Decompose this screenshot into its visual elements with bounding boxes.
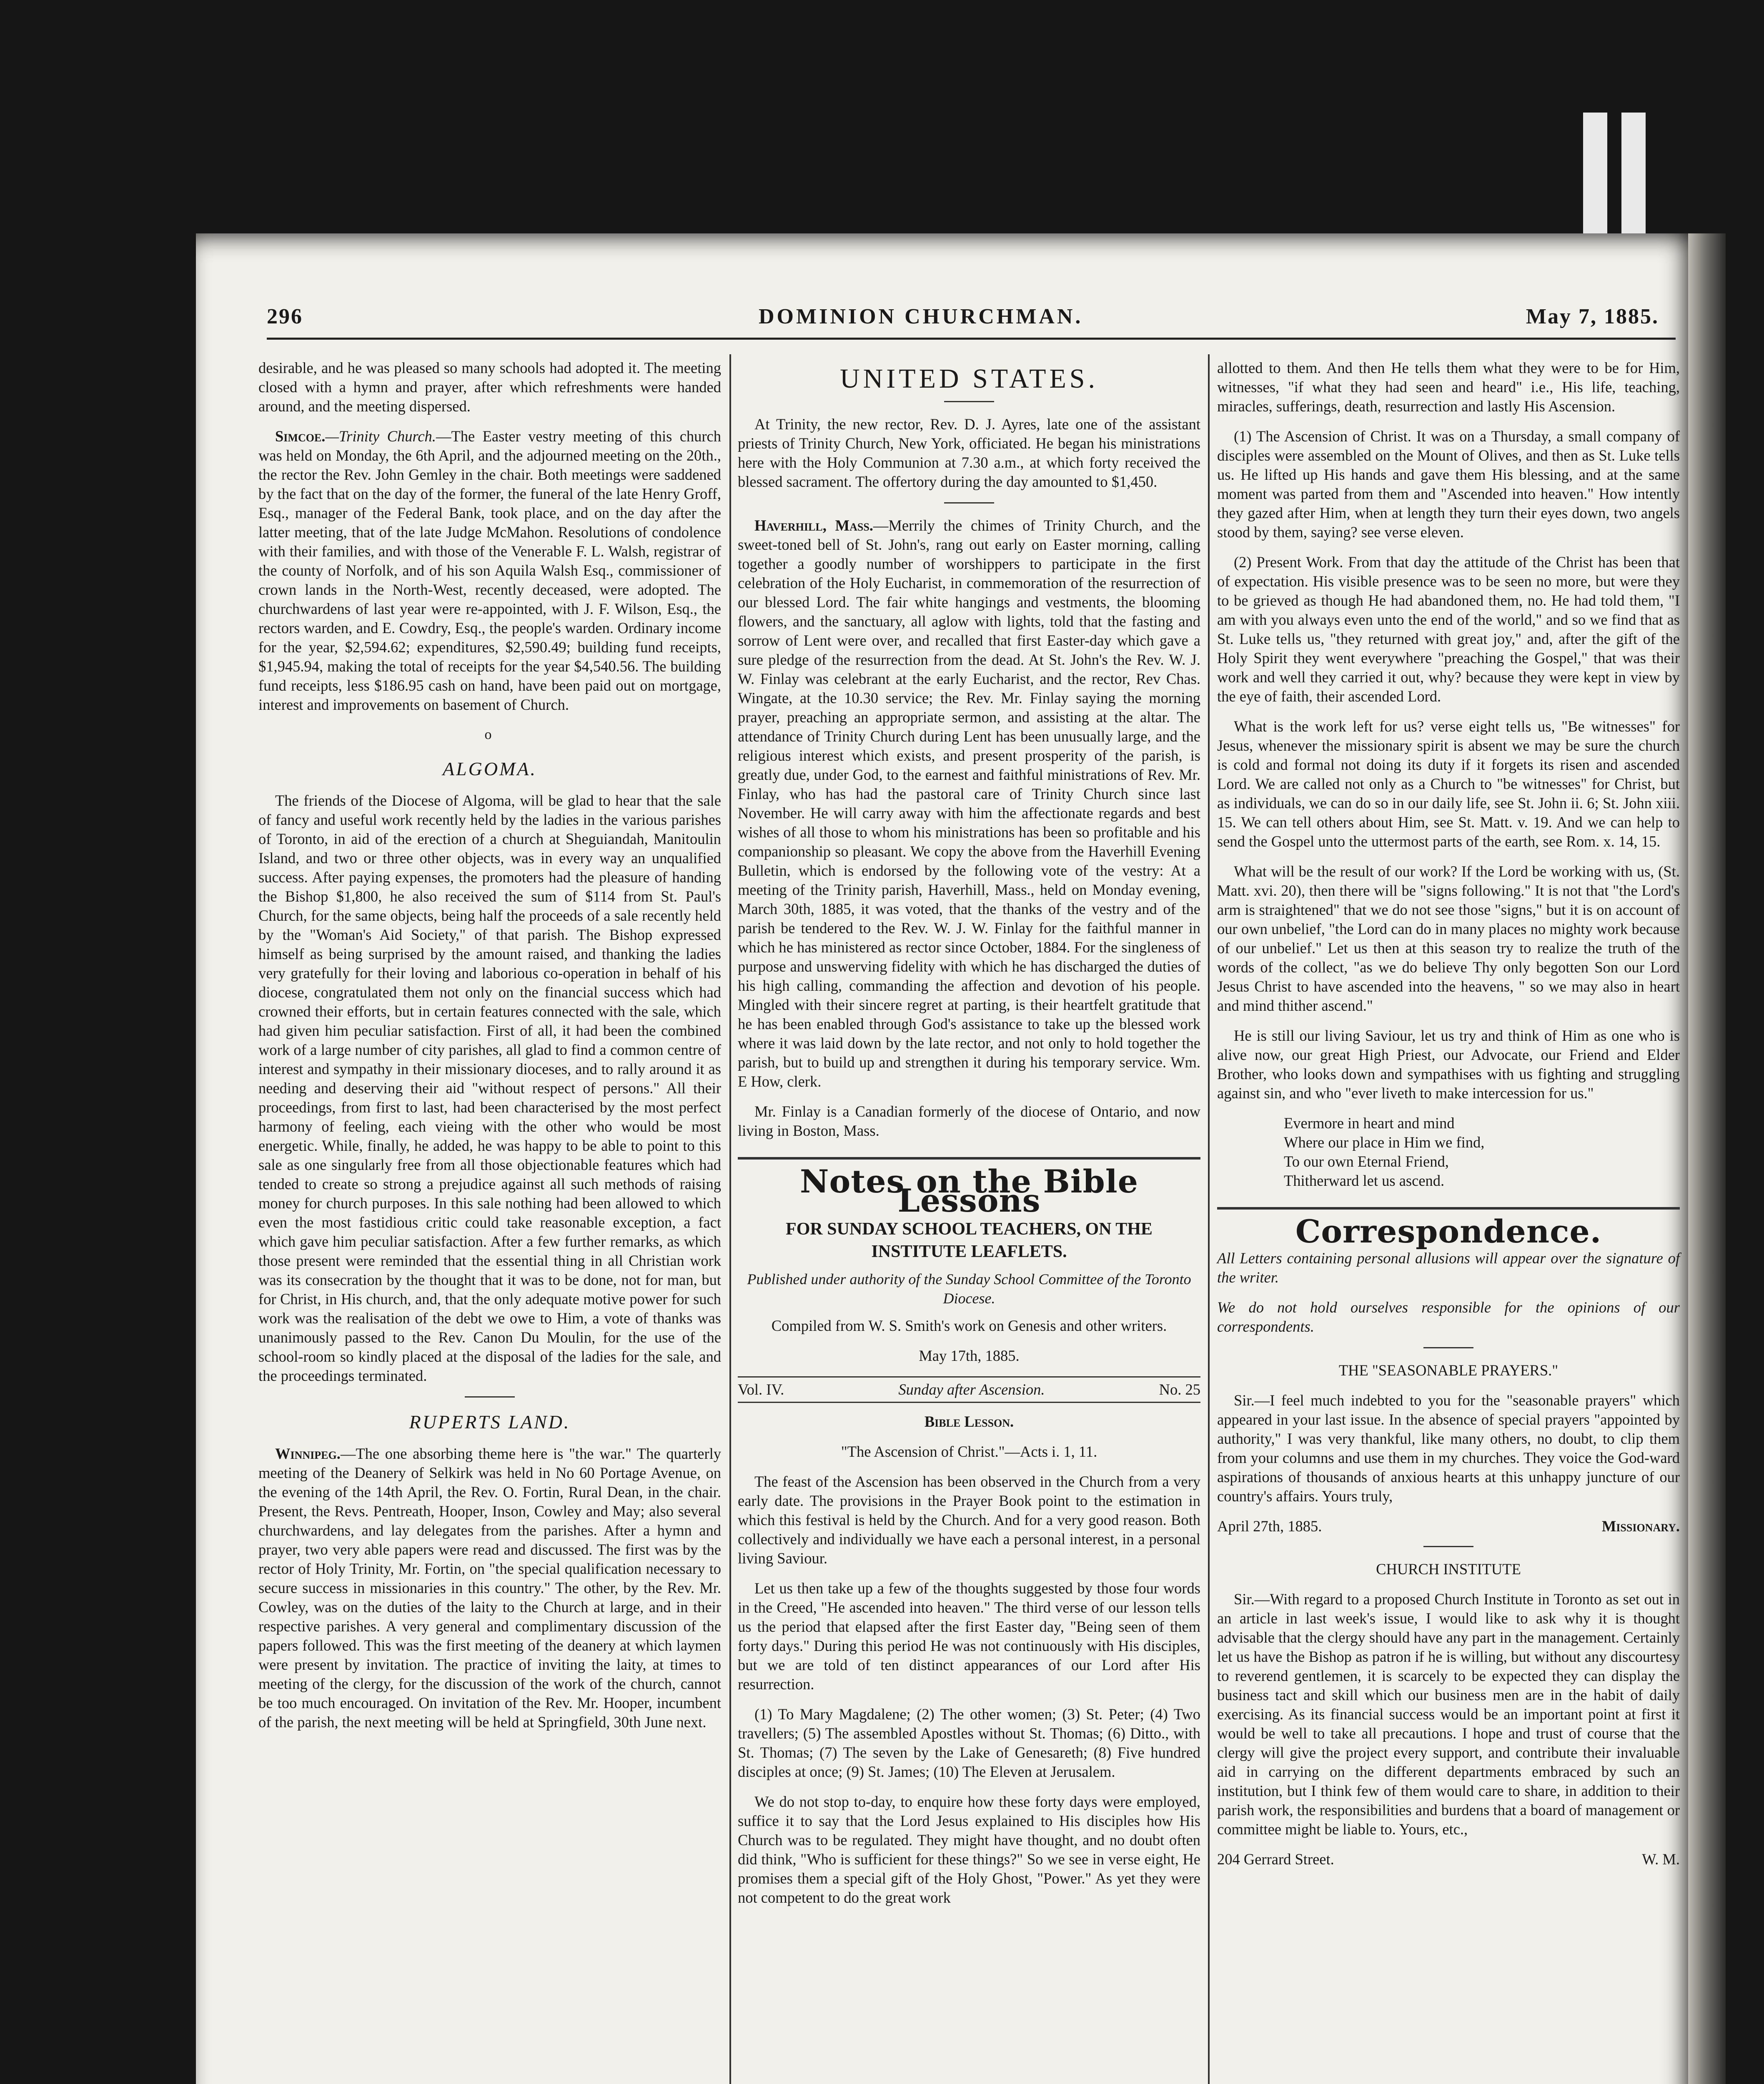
notes-authority: Published under authority of the Sunday School Committee of the Toronto Diocese. bbox=[747, 1271, 1191, 1307]
section-rule bbox=[738, 1157, 1200, 1160]
letter-address: 204 Gerrard Street. bbox=[1217, 1851, 1334, 1868]
separator: o bbox=[484, 727, 495, 742]
lesson-reference: "The Ascension of Christ."—Acts i. 1, 11. bbox=[841, 1443, 1097, 1460]
page-header bbox=[267, 300, 1684, 338]
article-body: —The Easter vestry meeting of this church was held on Monday, the 6th April, and the adjourned meeting on the 20th., the rector the Rev. John Gemley in the chair. Both meetings were saddened by the fact that on the day of the former, the funeral of the late Henry Groff, Esq., manager of the Federal Bank, took place, and on the day after the latter meeting, that of the late Judge McMahon. Resolutions of condolence with their families, and with those of the Venerable F. L. Walsh, registrar of the county of Norfolk, and of his son Aquila Walsh Esq., commissioner of crown lands in the North-West, recently deceased, were adopted. The churchwardens of last year were re-appointed, with J. F. Wilson, Esq., the rectors warden, and E. Cowdry, Esq., the people's warden. Ordinary income for the year, $2,594.62; expenditures, $2,590.49; building fund receipts, $1,945.94, making the total of receipts for the year $4,540.56. The building fund receipts, less $186.95 cash on hand, have been paid out on mortgage, interest and improvements on basement of Church. bbox=[258, 428, 721, 713]
notes-date: May 17th, 1885. bbox=[919, 1347, 1020, 1364]
letter-signature: Missionary. bbox=[1601, 1518, 1680, 1535]
separator bbox=[465, 1396, 515, 1398]
correspondence-note: All Letters containing personal allusions will appear over the signature of the writer. bbox=[1217, 1250, 1680, 1286]
masthead-title: DOMINION CHURCHMAN. bbox=[759, 305, 1083, 328]
letter-title-prayers: THE "SEASONABLE PRAYERS." bbox=[1338, 1362, 1559, 1379]
column-3 bbox=[1217, 358, 1680, 1869]
issue-date: May 7, 1885. bbox=[1526, 305, 1659, 328]
letter-title-institute: CHURCH INSTITUTE bbox=[1376, 1560, 1521, 1578]
column-rule bbox=[729, 354, 731, 2084]
paragraph: allotted to them. And then He tells them what they were to be for Him, witnesses, "if what they had seen and heard" i.e., His life, teaching, miracles, sufferings, death, resurrection and lastly His Ascension. bbox=[1217, 359, 1680, 415]
page-edge bbox=[1688, 233, 1726, 2084]
poem-line: Thitherward let us ascend. bbox=[1284, 1172, 1445, 1189]
newspaper-page bbox=[196, 233, 1701, 2084]
poem-line: Evermore in heart and mind bbox=[1284, 1115, 1455, 1132]
dateline: Winnipeg. bbox=[275, 1445, 341, 1462]
separator bbox=[1423, 1347, 1473, 1348]
paragraph: At Trinity, the new rector, Rev. D. J. Ayres, late one of the assistant priests of Trinity Church, New York, officiated. He began his ministrations here with the Holy Communion at 7.30 a.m., at which forty received the blessed sacrament. The offertory during the day amounted to $1,450. bbox=[738, 416, 1200, 490]
paragraph: What is the work left for us? verse eight tells us, "Be witnesses" for Jesus, whenever the missionary spirit is absent we may be sure the church is cold and formal not doing its duty if it forgets its risen and ascended Lord. We are called not only as a Church to "be witnesses" for Christ, but as individuals, we can do so in our daily life, see St. John ii. 6; St. John xiii. 15. We can tell others about Him, see St. Matt. v. 19. And we can help to send the Gospel unto the uttermost parts of the earth, see Rom. x. 14, 15. bbox=[1217, 718, 1680, 850]
paragraph: desirable, and he was pleased so many schools had adopted it. The meeting closed with a hymn and prayer, after which refreshments were handed around, and the meeting dispersed. bbox=[258, 359, 721, 415]
paragraph: The friends of the Diocese of Algoma, will be glad to hear that the sale of fancy and useful work recently held by the ladies in the various parishes of Toronto, in aid of the erection of a church at Sheguiandah, Manitoulin Island, and two or three other objects, was in every way an unqualified success. After paying expenses, the promoters had the pleasure of handing the Bishop $1,800, he also received the sum of $114 from St. Paul's Church, for the same objects, being half the proceeds of a sale recently held by the "Woman's Aid Society," of that parish. The Bishop expressed himself as being surprised by the amount raised, and thanking the ladies very gratefully for their loving and laborious co-operation in behalf of his diocese, congratulated them not only on the financial success which had crowned their efforts, but in certain features connected with the sale, which had given him peculiar satisfaction. First of all, it had been the combined work of a large number of city parishes, all glad to find a common centre of interest and sympathy in their missionary dioceses, and to rally around it as needing and deserving their aid "without respect of persons." All their proceedings, from first to last, had been characterised by the most perfect harmony of feeling, each vieing with the other who would be most energetic. While, finally, he added, he was happy to be able to point to this sale as one singularly free from all those objectionable features which had tended to create so strong a prejudice against all such methods of raising money for church purposes. In this sale nothing had been allowed to which even the most fastidious critic could take reasonable exception, a fact which gave him peculiar satisfaction. After a few further remarks, as which those present were reminded that the essential thing in all Christian work was its consecration by the thought that it was to be done, not for man, but for Christ, in His church, and, that the only adequate motive power for such work was the realisation of the debt we owe to Him, a vote of thanks was unanimously passed to the Rev. Canon Du Moulin, for the use of the school-room so kindly placed at the disposal of the ladies for the sale, and the proceedings terminated. bbox=[258, 792, 721, 1384]
simcoe-article bbox=[258, 427, 721, 714]
section-title-notes: Notes on the Bible Lessons bbox=[800, 1163, 1138, 1219]
paragraph: Sir.—I feel much indebted to you for the "seasonable prayers" which appeared in your last issue. In the absence of special prayers "appointed by authority," I was very thankful, like many others, no doubt, to clip them from your columns and use them in my churches. They voice the God-ward aspirations of thousands of anxious hearts at this unhappy juncture of our country's affairs. Yours truly, bbox=[1217, 1392, 1680, 1505]
signoff bbox=[1217, 1517, 1680, 1536]
paragraph: Let us then take up a few of the thoughts suggested by those four words in the Creed, "He ascended into heaven." The third verse of our lesson tells us the period that elapsed after the first Easter day, "Being seen of them forty days." During this period He was not continuously with His disciples, but we are told of ten distinct appearances of our Lord after His resurrection. bbox=[738, 1580, 1200, 1693]
paragraph: He is still our living Saviour, let us try and think of Him as one who is alive now, our great High Priest, our Advocate, our Friend and Elder Brother, who looks down and sympathises with us fighting and struggling against sin, and who "ever liveth to make intercession for us." bbox=[1217, 1027, 1680, 1102]
haverhill-article bbox=[738, 516, 1200, 1091]
page-number: 296 bbox=[267, 305, 303, 328]
column-rule bbox=[1208, 354, 1210, 2084]
header-rule bbox=[267, 338, 1676, 340]
letter-date: April 27th, 1885. bbox=[1217, 1518, 1322, 1535]
paragraph: What will be the result of our work? If the Lord be working with us, (St. Matt. xvi. 20), then there will be "signs following." It is not that "the Lord's arm is straightened" that we do not see those "signs," but it is on account of our own unbelief, "the Lord can do in many places no mighty work because of our unbelief." Let us then at this season try to realize the truth of the words of the collect, "as we do believe Thy only begotten Son our Lord Jesus Christ to have ascended into the heavens, " so we may also in heart and mind thither ascend." bbox=[1217, 863, 1680, 1014]
bible-lesson-heading: Bible Lesson. bbox=[924, 1413, 1014, 1430]
volume: Vol. IV. bbox=[738, 1381, 784, 1398]
volume-row bbox=[738, 1376, 1200, 1403]
poem-line: To our own Eternal Friend, bbox=[1284, 1153, 1449, 1170]
paragraph: (1) The Ascension of Christ. It was on a Thursday, a small company of disciples were assembled on the Mount of Olives, and then as St. Luke tells us. He lifted up His hands and gave them His blessing, and at the same moment was parted from them and "Ascended into heaven." How intently they gazed after Him, when at length they turn their eyes down, two angels stood by them, saying? see verse eleven. bbox=[1217, 428, 1680, 541]
section-title-correspondence: Correspondence. bbox=[1295, 1213, 1602, 1250]
section-title-algoma: ALGOMA. bbox=[442, 758, 537, 779]
dateline: Simcoe. bbox=[275, 428, 326, 445]
correspondence-note: We do not hold ourselves responsible for the opinions of our correspondents. bbox=[1217, 1299, 1680, 1335]
paragraph: We do not stop to-day, to enquire how these forty days were employed, suffice it to say that the Lord Jesus explained to His disciples how His Church was to be regulated. They might have thought, and no doubt often did think, "Who is sufficient for these things?" So we see in verse eight, He promises them a special gift of the Holy Ghost, "Power." As yet they were not competent to do the great work bbox=[738, 1793, 1200, 1906]
notes-compiled: Compiled from W. S. Smith's work on Genesis and other writers. bbox=[771, 1317, 1167, 1334]
dateline: Haverhill, Mass. bbox=[754, 517, 873, 534]
paragraph: Mr. Finlay is a Canadian formerly of the diocese of Ontario, and now living in Boston, Mass. bbox=[738, 1103, 1200, 1139]
paragraph: Sir.—With regard to a proposed Church Institute in Toronto as set out in an article in last week's issue, I would like to ask why it is thought advisable that the clergy should have any part in the management. Certainly let us have the Bishop as patron if he is willing, but without any discourtesy to reverend gentlemen, it is scarcely to be expected they can display the business tact and skill which our business men are in the habit of daily exercising. As its financial success would be an important point at first it would be well to take all precautions. I hope and trust of course that the clergy will give the project every support, and contribute their invaluable aid in carrying on the different departments embraced by such an institution, but I think few of them would care to share, in addition to their parish work, the responsibilities and burdens that a board of management or committee might be liable to. Yours, etc., bbox=[1217, 1591, 1680, 1838]
article-body: —The one absorbing theme here is "the war." The quarterly meeting of the Deanery of Selkirk was held in No 60 Portage Avenue, on the evening of the 14th April, the Rev. O. Fortin, Rural Dean, in the chair. Present, the Revs. Pentreath, Hooper, Inson, Cowley and May; also several churchwardens, and lay delegates from the parishes. After a hymn and prayer, two very able papers were read and discussed. The first was by the rector of Holy Trinity, Mr. Fortin, on "the special qualification necessary to secure success in missionaries in this country." The other, by the Rev. Mr. Cowley, was on the duties of the laity to the Church at large, and in their respective parishes. A very general and complimentary discussion of the papers followed. This was the first meeting of the deanery at which laymen were present by invitation. The practice of inviting the laity, at times to meeting of the clergy, for the discussion of the work of the church, cannot be too much encouraged. On invitation of the Rev. Mr. Hooper, incumbent of the parish, the next meeting will be held at Springfield, 30th June next. bbox=[258, 1445, 721, 1731]
section-title-ruperts-land: RUPERTS LAND. bbox=[409, 1411, 571, 1433]
signoff bbox=[1217, 1850, 1680, 1869]
separator bbox=[1423, 1546, 1473, 1547]
article-body: —Merrily the chimes of Trinity Church, and the sweet-toned bell of St. John's, rang out early on Easter morning, calling together a goodly number of worshippers to participate in the first celebration of the Holy Eucharist, in commemoration of the resurrection of our blessed Lord. The fair white hangings and vestments, the blooming flowers, and the sanctuary, all aglow with lights, told that the fasting and sorrow of Lent were over, and recalled that first Easter-day which gave a sure pledge of the resurrection from the dead. At St. John's the Rev. W. J. W. Finlay was celebrant at the early Eucharist, and the rector, Rev Chas. Wingate, at the 10.30 service; the Rev. Mr. Finlay saying the morning prayer, preaching an appropriate sermon, and assisting at the altar. The attendance of Trinity Church during Lent has been unusually large, and the religious interest which exists, and present prosperity of the parish, is greatly due, under God, to the earnest and faithful ministrations of Rev. Mr. Finlay, who has had the pastoral care of Trinity Church since last November. He will carry away with him the affectionate regards and best wishes of all those to whom his ministrations has been so profitable and his companionship so pleasant. We copy the above from the Haverhill Evening Bulletin, which is endorsed by the following vote of the vestry: At a meeting of the Trinity parish, Haverhill, Mass., held on Monday evening, March 30th, 1885, it was voted, that the thanks of the vestry and of the parish be tendered to the Rev. W. J. W. Finlay for the faithful manner in which he has ministered as rector since October, 1884. For the singleness of purpose and unswerving fidelity with which he has discharged the duties of his high calling, commanding the affection and devotion of his people. Mingled with their sincere regret at parting, is their heartfelt gratitude that he has been enabled through God's assistance to take up the blessed work where it was laid down by the late rector, and not only to hold together the parish, but to build up and strengthen it during his temporary service. Wm. E How, clerk. bbox=[738, 517, 1200, 1090]
notes-subtitle: FOR SUNDAY SCHOOL TEACHERS, ON THE INSTITUTE LEAFLETS. bbox=[786, 1220, 1153, 1261]
section-title-united-states: UNITED STATES. bbox=[839, 363, 1099, 394]
poem bbox=[1284, 1114, 1680, 1190]
poem-line: Where our place in Him we find, bbox=[1284, 1134, 1485, 1151]
subhead: —Trinity Church. bbox=[325, 428, 436, 445]
separator bbox=[944, 401, 994, 402]
separator bbox=[944, 502, 994, 503]
section-rule bbox=[1217, 1207, 1680, 1210]
column-2 bbox=[738, 358, 1200, 1918]
paragraph: The feast of the Ascension has been observed in the Church from a very early date. The provisions in the Prayer Book point to the estimation in which this festival is held by the Church. And for a very good reason. Both collectively and individually we have each a personal interest, in a personal living Saviour. bbox=[738, 1473, 1200, 1567]
column-1 bbox=[258, 358, 721, 1743]
paragraph: (1) To Mary Magdalene; (2) The other women; (3) St. Peter; (4) Two travellers; (5) The assembled Apostles without St. Thomas; (6) Ditto., with St. Thomas; (7) The seven by the Lake of Genesareth; (8) Five hundred disciples at once; (9) St. James; (10) The Eleven at Jerusalem. bbox=[738, 1706, 1200, 1780]
winnipeg-article bbox=[258, 1444, 721, 1732]
paragraph: (2) Present Work. From that day the attitude of the Christ has been that of expectation. His visible presence was to be seen no more, but were they to be grieved as though He had abandoned them, no. He had told them, "I am with you always even unto the end of the world," and so we find that as St. Luke tells us, "they returned with great joy," and, after the gift of the Holy Spirit they went everywhere "preaching the Gospel," that was their work and well they carried it out, why? because they were kept in view by the eye of faith, their ascended Lord. bbox=[1217, 554, 1680, 705]
sunday-title: Sunday after Ascension. bbox=[898, 1381, 1045, 1398]
issue-number: No. 25 bbox=[1159, 1381, 1200, 1398]
letter-signature: W. M. bbox=[1642, 1851, 1680, 1868]
